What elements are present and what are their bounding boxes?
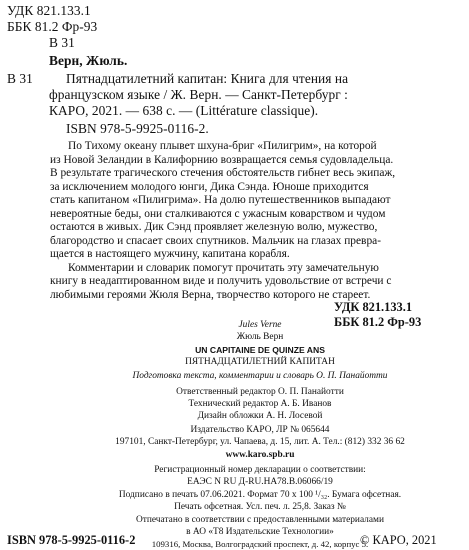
title-ru: ПЯТНАДЦАТИЛЕТНИЙ КАПИТАН — [185, 357, 335, 367]
annotation-line: книгу в неадаптированном виде и получить удовольствие от встречи с — [50, 275, 392, 287]
title-line-2: французском языке / Ж. Верн. — Санкт-Петербург : — [49, 87, 348, 102]
technical-editor: Технический редактор А. Б. Иванов — [188, 399, 332, 409]
title-line-1: Пятнадцатилетний капитан: Книга для чтения на — [66, 71, 349, 86]
isbn-line: ISBN 978-5-9925-0116-2. — [66, 121, 209, 136]
annotation-line: невероятные беды, они сталкиваются с ужасным коварством и чудом — [50, 207, 386, 220]
right-udk: УДК 821.133.1 — [334, 300, 413, 314]
bbk-code: ББК 81.2 Фр-93 — [7, 19, 98, 34]
annotation-p2 — [50, 262, 456, 303]
annotation-p1 — [50, 140, 456, 262]
print-info: Печать офсетная. Усл. печ. л. 25,8. Заказ № — [174, 502, 346, 512]
catalog-mark: В 31 — [7, 71, 33, 86]
udk-code: УДК 821.133.1 — [7, 3, 91, 18]
annotation-line: По Тихому океану плывет шхуна-бриг «Пилигрим», на которой — [68, 140, 377, 152]
author-name: Верн, Жюль. — [49, 53, 128, 68]
prepared-by: Подготовка текста, комментарии и словарь О. П. Панайотти — [132, 371, 388, 381]
annotation — [50, 140, 456, 302]
annotation-line: стать капитаном «Пилигрима». На долю путешественников выпадают — [50, 194, 391, 206]
publisher-website[interactable]: www.karo.spb.ru — [225, 450, 295, 460]
title-fr: UN CAPITAINE DE QUINZE ANS — [195, 345, 325, 355]
annotation-line: любимыми героями Жюля Верна, творчество которого не стареет. — [50, 288, 371, 301]
printed-by-1: Отпечатано в соответствии с предоставленными материалами — [136, 515, 384, 525]
annotation-line: благородство и спасает своих спутников. Мальчик на глазах превра- — [50, 234, 381, 247]
annotation-line: щается в настоящего мужчину, капитана корабля. — [50, 248, 290, 260]
annotation-line: В результате трагического стечения обстоятельств гибнет весь экипаж, — [50, 167, 396, 179]
printed-by-3: 109316, Москва, Волгоградский проспект, д. 42, корпус 5. — [151, 539, 369, 549]
declaration-title: Регистрационный номер декларации о соответствии: — [154, 465, 366, 475]
annotation-line: остаются в живых. Дик Сэнд проявляет железную волю, мужество, — [50, 221, 378, 233]
title-line-3: КАРО, 2021. — 638 с. — (Littérature classique). — [49, 103, 319, 118]
publisher-address: 197101, Санкт-Петербург, ул. Чапаева, д. 15, лит. А. Тел.: (812) 332 36 62 — [115, 437, 405, 447]
annotation-line: за исключением молодого юнги, Дика Сэнда. Юноше приходится — [50, 180, 369, 193]
footer-isbn: ISBN 978-5-9925-0116-2 — [7, 533, 136, 547]
annotation-line: Комментарии и словарик помогут прочитать эту замечательную — [68, 261, 379, 274]
annotation-line: из Новой Зеландии в Калифорнию возвращается семья судовладельца. — [50, 153, 394, 166]
publisher: Издательство КАРО, ЛР № 065644 — [190, 425, 330, 435]
declaration-number: ЕАЭС N RU Д-RU.HA78.B.06066/19 — [187, 477, 333, 487]
author-ru: Жюль Верн — [236, 332, 284, 342]
cover-design: Дизайн обложки А. Н. Лосевой — [197, 411, 323, 421]
copyright: © КАРО, 2021 — [360, 533, 437, 547]
signed-to-print: Подписано в печать 07.06.2021. Формат 70 x 100 ¹/₃₂. Бумага офсетная. — [118, 490, 402, 500]
responsible-editor: Ответственный редактор О. П. Панайотти — [176, 387, 344, 397]
right-bbk: ББК 81.2 Фр-93 — [334, 315, 422, 329]
printed-by-2: в АО «Т8 Издательские Технологии» — [186, 527, 334, 537]
author-fr: Jules Verne — [238, 320, 282, 330]
author-mark: В 31 — [49, 35, 75, 50]
